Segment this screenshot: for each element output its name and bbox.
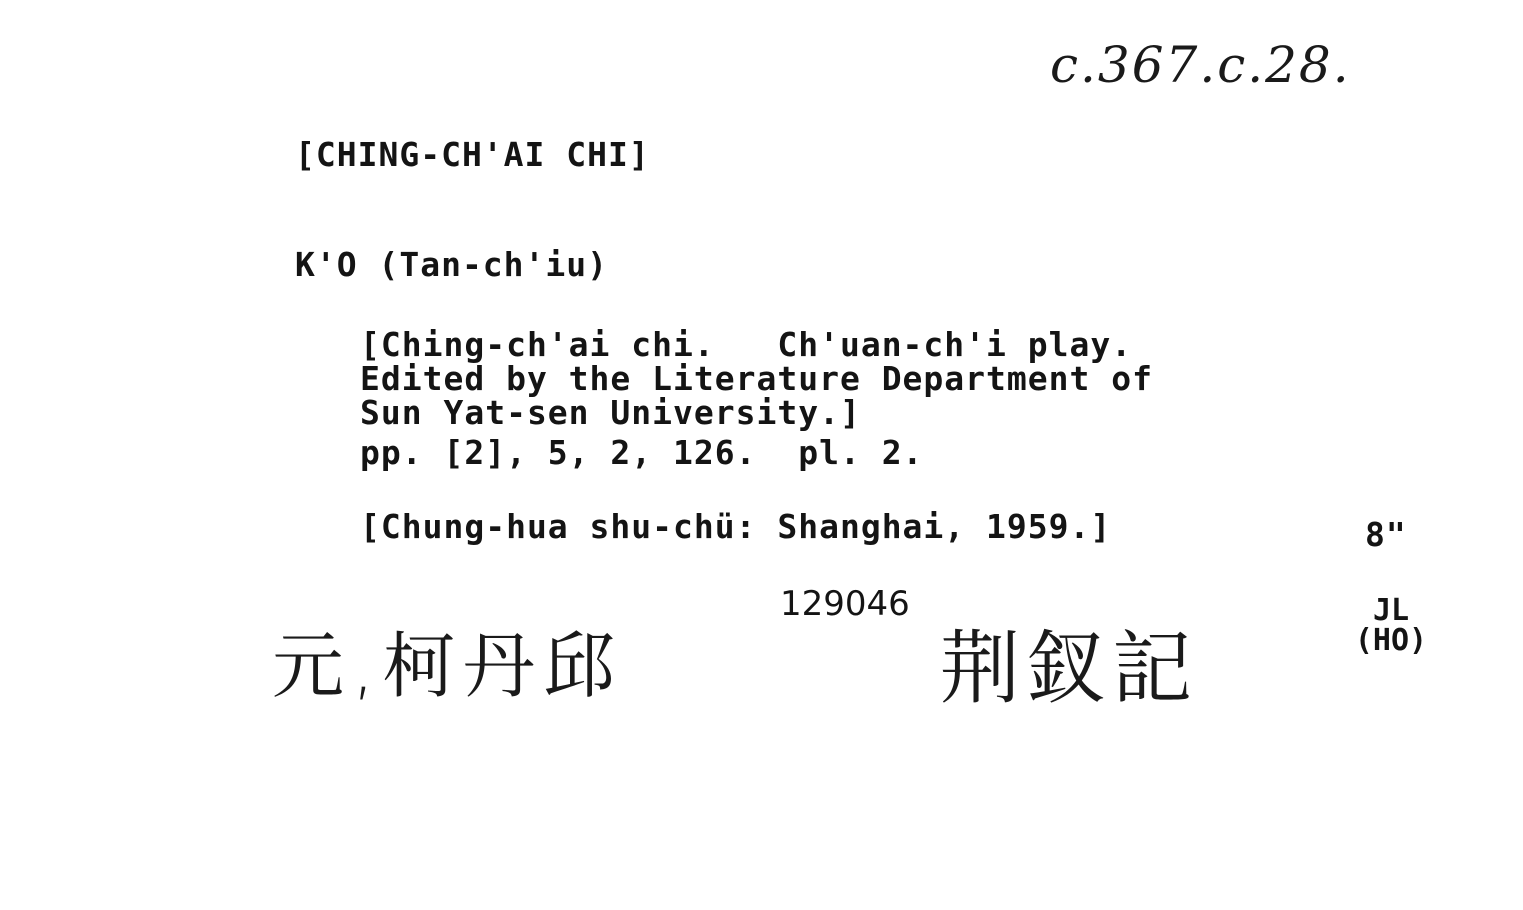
imprint: [Chung-hua shu-chü: Shanghai, 1959.] — [360, 507, 1112, 546]
format-size: 8" — [1365, 515, 1407, 554]
description-line-1: [Ching-ch'ai chi. Ch'uan-ch'i play. — [360, 325, 1133, 364]
collection-code-line-2: (HO) — [1354, 623, 1428, 658]
title-heading: [CHING-CH'AI CHI] — [295, 135, 650, 174]
shelfmark: c.367.c.28. — [1050, 36, 1351, 94]
description-line-2: Edited by the Literature Department of — [360, 359, 1153, 398]
handwritten-title-chinese: 荆釵記 — [940, 622, 1198, 715]
author-heading: K'O (Tan-ch'iu) — [295, 245, 609, 284]
handwritten-author-chinese: 元,柯丹邱 — [272, 624, 623, 708]
accession-number: 129046 — [780, 584, 910, 624]
collection-code — [1346, 593, 1436, 658]
pagination-line: pp. [2], 5, 2, 126. pl. 2. — [360, 433, 924, 472]
collection-code-line-1: JL — [1372, 593, 1410, 628]
description-line-3: Sun Yat-sen University.] — [360, 393, 861, 432]
